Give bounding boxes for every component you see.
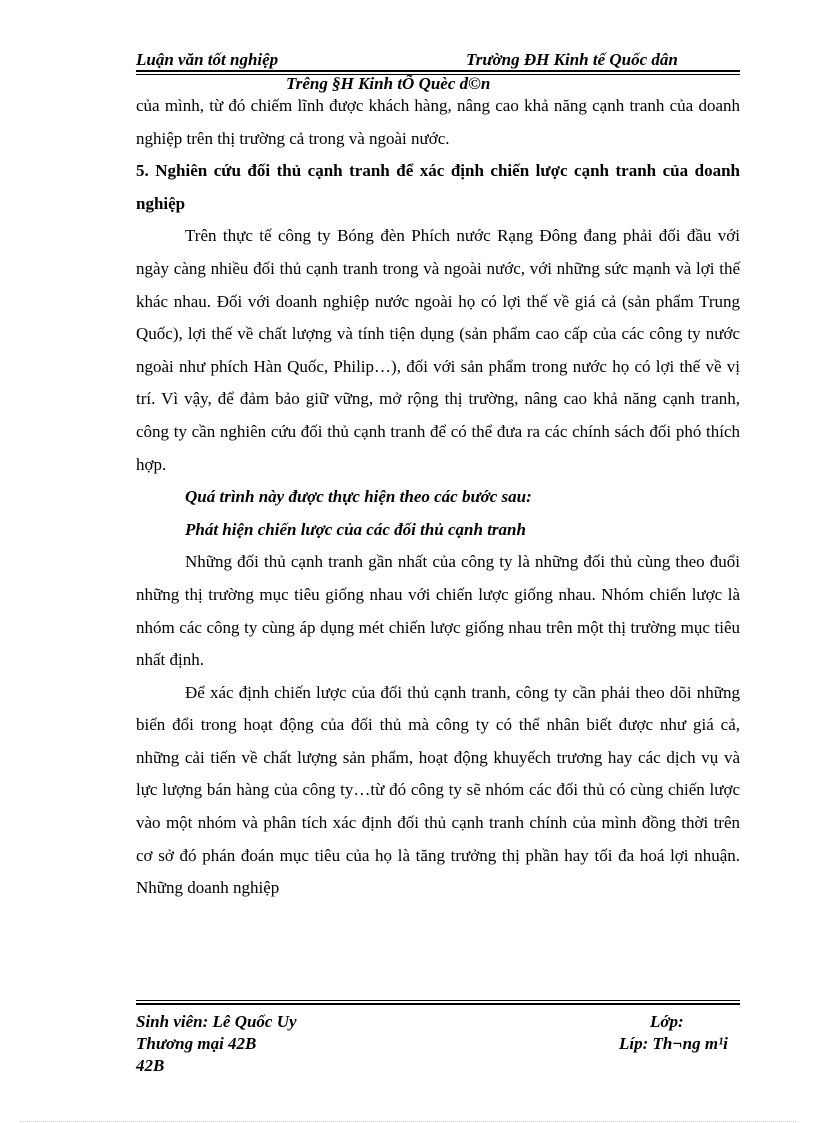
paragraph: Để xác định chiến lược của đối thủ cạnh tranh, công ty cần phải theo dõi những biến đổi trong hoạt động của đối thủ mà công ty có thể nhân biết được như giá cả, những cải tiến về chất lượng sản phẩm, hoạt động khuyếch trương hay các dịch vụ và lực lượng bán hàng của công ty…từ đó công ty sẽ nhóm các đối thủ có cùng chiến lược vào một nhóm và phân tích xác định đối thủ cạnh tranh chính của mình đồng thời trên cơ sở đó phán đoán mục tiêu của họ là tăng trưởng thị phần hay tối đa hoá lợi nhuận. Những doanh nghiệp bbox=[136, 682, 740, 898]
header-rule-top bbox=[136, 70, 740, 72]
paragraph: Trên thực tế công ty Bóng đèn Phích nước Rạng Đông đang phải đối đầu với ngày càng nhiều đối thủ cạnh tranh trong và ngoài nước, với những sức mạnh và lợi thế khác nhau. Đối với doanh nghiệp nước ngoài họ có lợi thế về giá cả (sản phẩm Trung Quốc), lợi thế về chất lượng và tính tiện dụng (sản phẩm cao cấp của các công ty nước ngoài như phích Hàn Quốc, Philip…), đối với sản phẩm trong nước họ có lợi thế về vị trí. Vì vậy, để đảm bảo giữ vững, mở rộng thị trường, nâng cao khả năng cạnh tranh, công ty cần nghiên cứu đối thủ cạnh tranh để có thể đưa ra các chính sách đối phó thích hợp. bbox=[136, 226, 740, 474]
emphasis-line: Quá trình này được thực hiện theo các bước sau: bbox=[185, 487, 532, 507]
subheading: Phát hiện chiến lược của các đối thủ cạnh tranh bbox=[185, 519, 526, 539]
footer-rule-bottom bbox=[136, 1003, 740, 1005]
footer-class-label: Lớp: bbox=[650, 1012, 684, 1031]
footer-class-garbled: Líp: Th¬ng m¹i bbox=[619, 1034, 728, 1053]
footer-student: Sinh viên: Lê Quốc Uy bbox=[136, 1012, 297, 1031]
header-right-title: Trường ĐH Kinh tế Quốc dân bbox=[466, 50, 678, 69]
header-garbled-text: Trêng §H Kinh tÕ Quèc d©n bbox=[286, 74, 491, 93]
section-heading: 5. Nghiên cứu đối thủ cạnh tranh để xác định chiến lược cạnh tranh của doanh nghiệp bbox=[136, 161, 740, 213]
footer-class-suffix: 42B bbox=[136, 1056, 165, 1075]
footer-class-name: Thương mại 42B bbox=[136, 1034, 257, 1053]
header-left-title: Luận văn tốt nghiệp bbox=[136, 50, 279, 69]
footer-rule-top bbox=[136, 1000, 740, 1001]
paragraph-continuation: của mình, từ đó chiếm lĩnh được khách hàng, nâng cao khả năng cạnh tranh của doanh nghiệp trên thị trường cả trong và ngoài nước. bbox=[136, 96, 740, 148]
page-edge-dotted-line bbox=[20, 1121, 796, 1122]
document-body bbox=[136, 90, 740, 905]
paragraph: Những đối thủ cạnh tranh gần nhất của công ty là những đối thủ cùng theo đuổi những thị trường mục tiêu giống nhau với chiến lược giống nhau. Nhóm chiến lược là nhóm các công ty cùng áp dụng mét chiến lược giống nhau trên một thị trường mục tiêu nhất định. bbox=[136, 552, 740, 670]
